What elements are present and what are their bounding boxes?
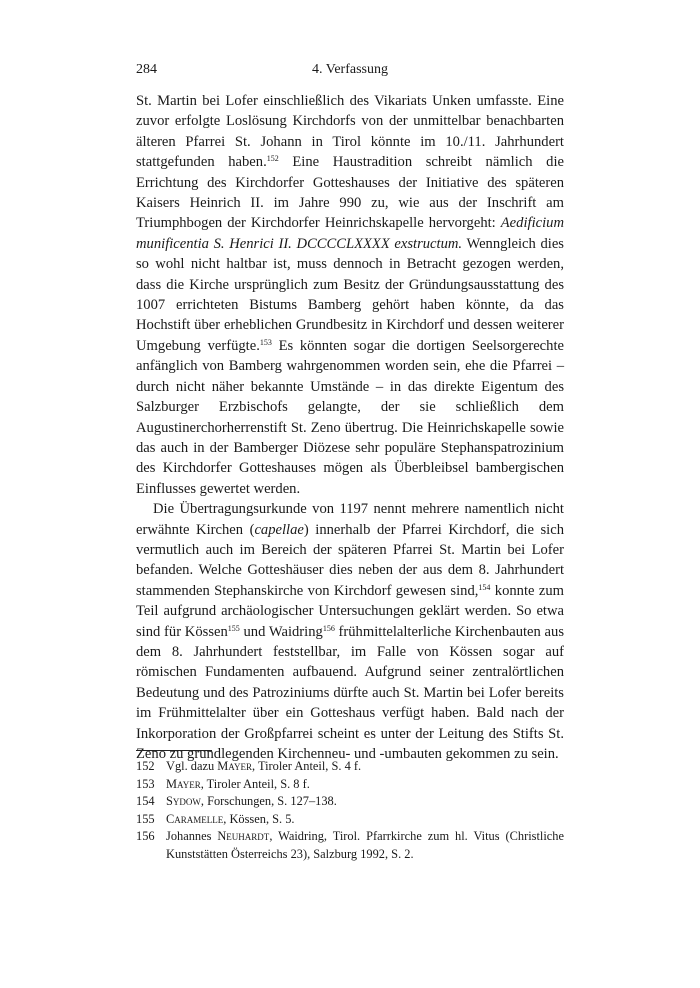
footnote-author: Mayer	[217, 759, 252, 773]
footnote-ref-156: 156	[322, 623, 335, 633]
inscription-quote: Aedificium munificentia S. Henrici II. DCCCCLXXXX exstructum.	[136, 215, 564, 252]
footnote-author: Neuhardt	[217, 829, 270, 844]
footnote-divider	[136, 750, 212, 751]
text-run: Die Übertragungsurkunde von 1197 nennt mehrere namentlich nicht erwähnte Kirchen (	[136, 501, 564, 538]
footnote-text: Johannes	[166, 829, 218, 844]
paragraph	[136, 91, 564, 499]
footnote	[136, 828, 564, 863]
text-run: frühmittelalterliche Kirchenbauten aus dem 8. Jahrhundert feststellbar, im Falle von Kössen sogar auf römischen Fundamenten aufbauend. Aufgrund seiner zentralörtlichen Bedeutung und des Patroziniums dürfte auch St. Martin bei Lofer bereits im Frühmittelalter über ein Gotteshaus verfügt haben. Bald nach der Inkorporation der Großpfarrei scheint es unter der Leitung des Stifts St. Zeno zu grundlegenden Kirchenneu- und -umbauten gekommen zu sein.	[136, 623, 564, 762]
footnote-number: 155	[136, 811, 155, 826]
latin-term: capellae	[254, 521, 304, 538]
footnote-number: 154	[136, 794, 155, 809]
text-run: ) innerhalb der Pfarrei Kirchdorf, die sich vermutlich auch im Bereich der späteren Pfarrei St. Martin bei Lofer befanden. Welche Gotteshäuser dies neben der aus dem 8. Jahrhundert stammenden Stephanskirche von Kirchdorf gewesen sind,	[136, 521, 564, 599]
footnote-ref-155: 155	[227, 623, 240, 633]
text-run: St. Martin bei Lofer einschließlich des Vikariats Unken umfasste. Eine zuvor erfolgte Loslösung Kirchdorfs von der unmittelbar benachbarten älteren Pfarrei St. Johann in Tirol könnte im 10./11. Jahrhundert stattgefunden haben.	[136, 93, 564, 171]
footnote-number: 156	[136, 829, 155, 844]
text-run: Wenngleich dies so wohl nicht haltbar ist, muss dennoch in Betracht gezogen werden, dass die Kirche ursprünglich zum Besitz der Gründungsausstattung des 1007 errichteten Bistums Bamberg gehört haben könnte, da das Hochstift über erheblichen Grundbesitz in Kirchdorf und dessen weiterer Umgebung verfügte.	[136, 235, 564, 354]
footnote-text: , Tiroler Anteil, S. 4 f.	[251, 759, 362, 773]
footnote-number: 152	[136, 759, 155, 773]
footnote-text: Vgl. dazu	[166, 759, 218, 773]
paragraph	[136, 499, 564, 764]
main-text	[136, 91, 564, 764]
footnote-author: Caramelle	[166, 811, 224, 826]
page-number: 284	[136, 62, 157, 77]
text-run: und Waidring	[239, 623, 323, 640]
text-run: konnte zum Teil aufgrund archäologischer Untersuchungen geklärt werden. So etwa sind für Kössen	[136, 582, 564, 640]
footnote	[136, 793, 564, 811]
footnote-text: , Forschungen, S. 127–138.	[200, 794, 337, 809]
footnotes	[136, 758, 564, 864]
footnote-number: 153	[136, 776, 155, 791]
text-run: Eine Haustradition schreibt nämlich die Errichtung des Kirchdorfer Gotteshauses der Initiative des späteren Kaisers Heinrich II. im Jahre 990 zu, wie aus der Inschrift am Triumphbogen der Kirchdorfer Heinrichskapelle hervorgeht:	[136, 154, 564, 232]
text-run: Es könnten sogar die dortigen Seelsorgerechte anfänglich von Bamberg wahrgenommen worden sein, ehe die Pfarrei – durch nicht näher bekannte Umstände – in das direkte Eigentum des Salzburger Erzbischofs gelangte, der sie schließlich dem Augustinerchorherrenstift St. Zeno übertrug. Die Heinrichskapelle sowie das auch in der Bamberger Diözese sehr populäre Stephanspatrozinium des Kirchdorfer Gotteshauses mögen als Überbleibsel bambergischen Einflusses gewertet werden.	[136, 337, 564, 497]
footnote-ref-154: 154	[478, 582, 491, 592]
footnote	[136, 811, 564, 829]
footnote	[136, 776, 564, 794]
footnote-author: Sydow	[166, 794, 201, 809]
footnote-text: , Tiroler Anteil, S. 8 f.	[200, 776, 310, 791]
footnote-ref-152: 152	[266, 154, 279, 164]
footnote-text: , Kössen, S. 5.	[223, 811, 295, 826]
footnote	[136, 758, 564, 776]
footnote-text: , Waidring, Tirol. Pfarrkirche zum hl. Vitus (Christliche Kunststätten Österreichs 23), Salzburg 1992, S. 2.	[166, 829, 564, 861]
footnote-ref-153: 153	[259, 337, 272, 347]
running-head: 4. Verfassung	[312, 62, 388, 77]
footnote-author: Mayer	[166, 776, 201, 791]
